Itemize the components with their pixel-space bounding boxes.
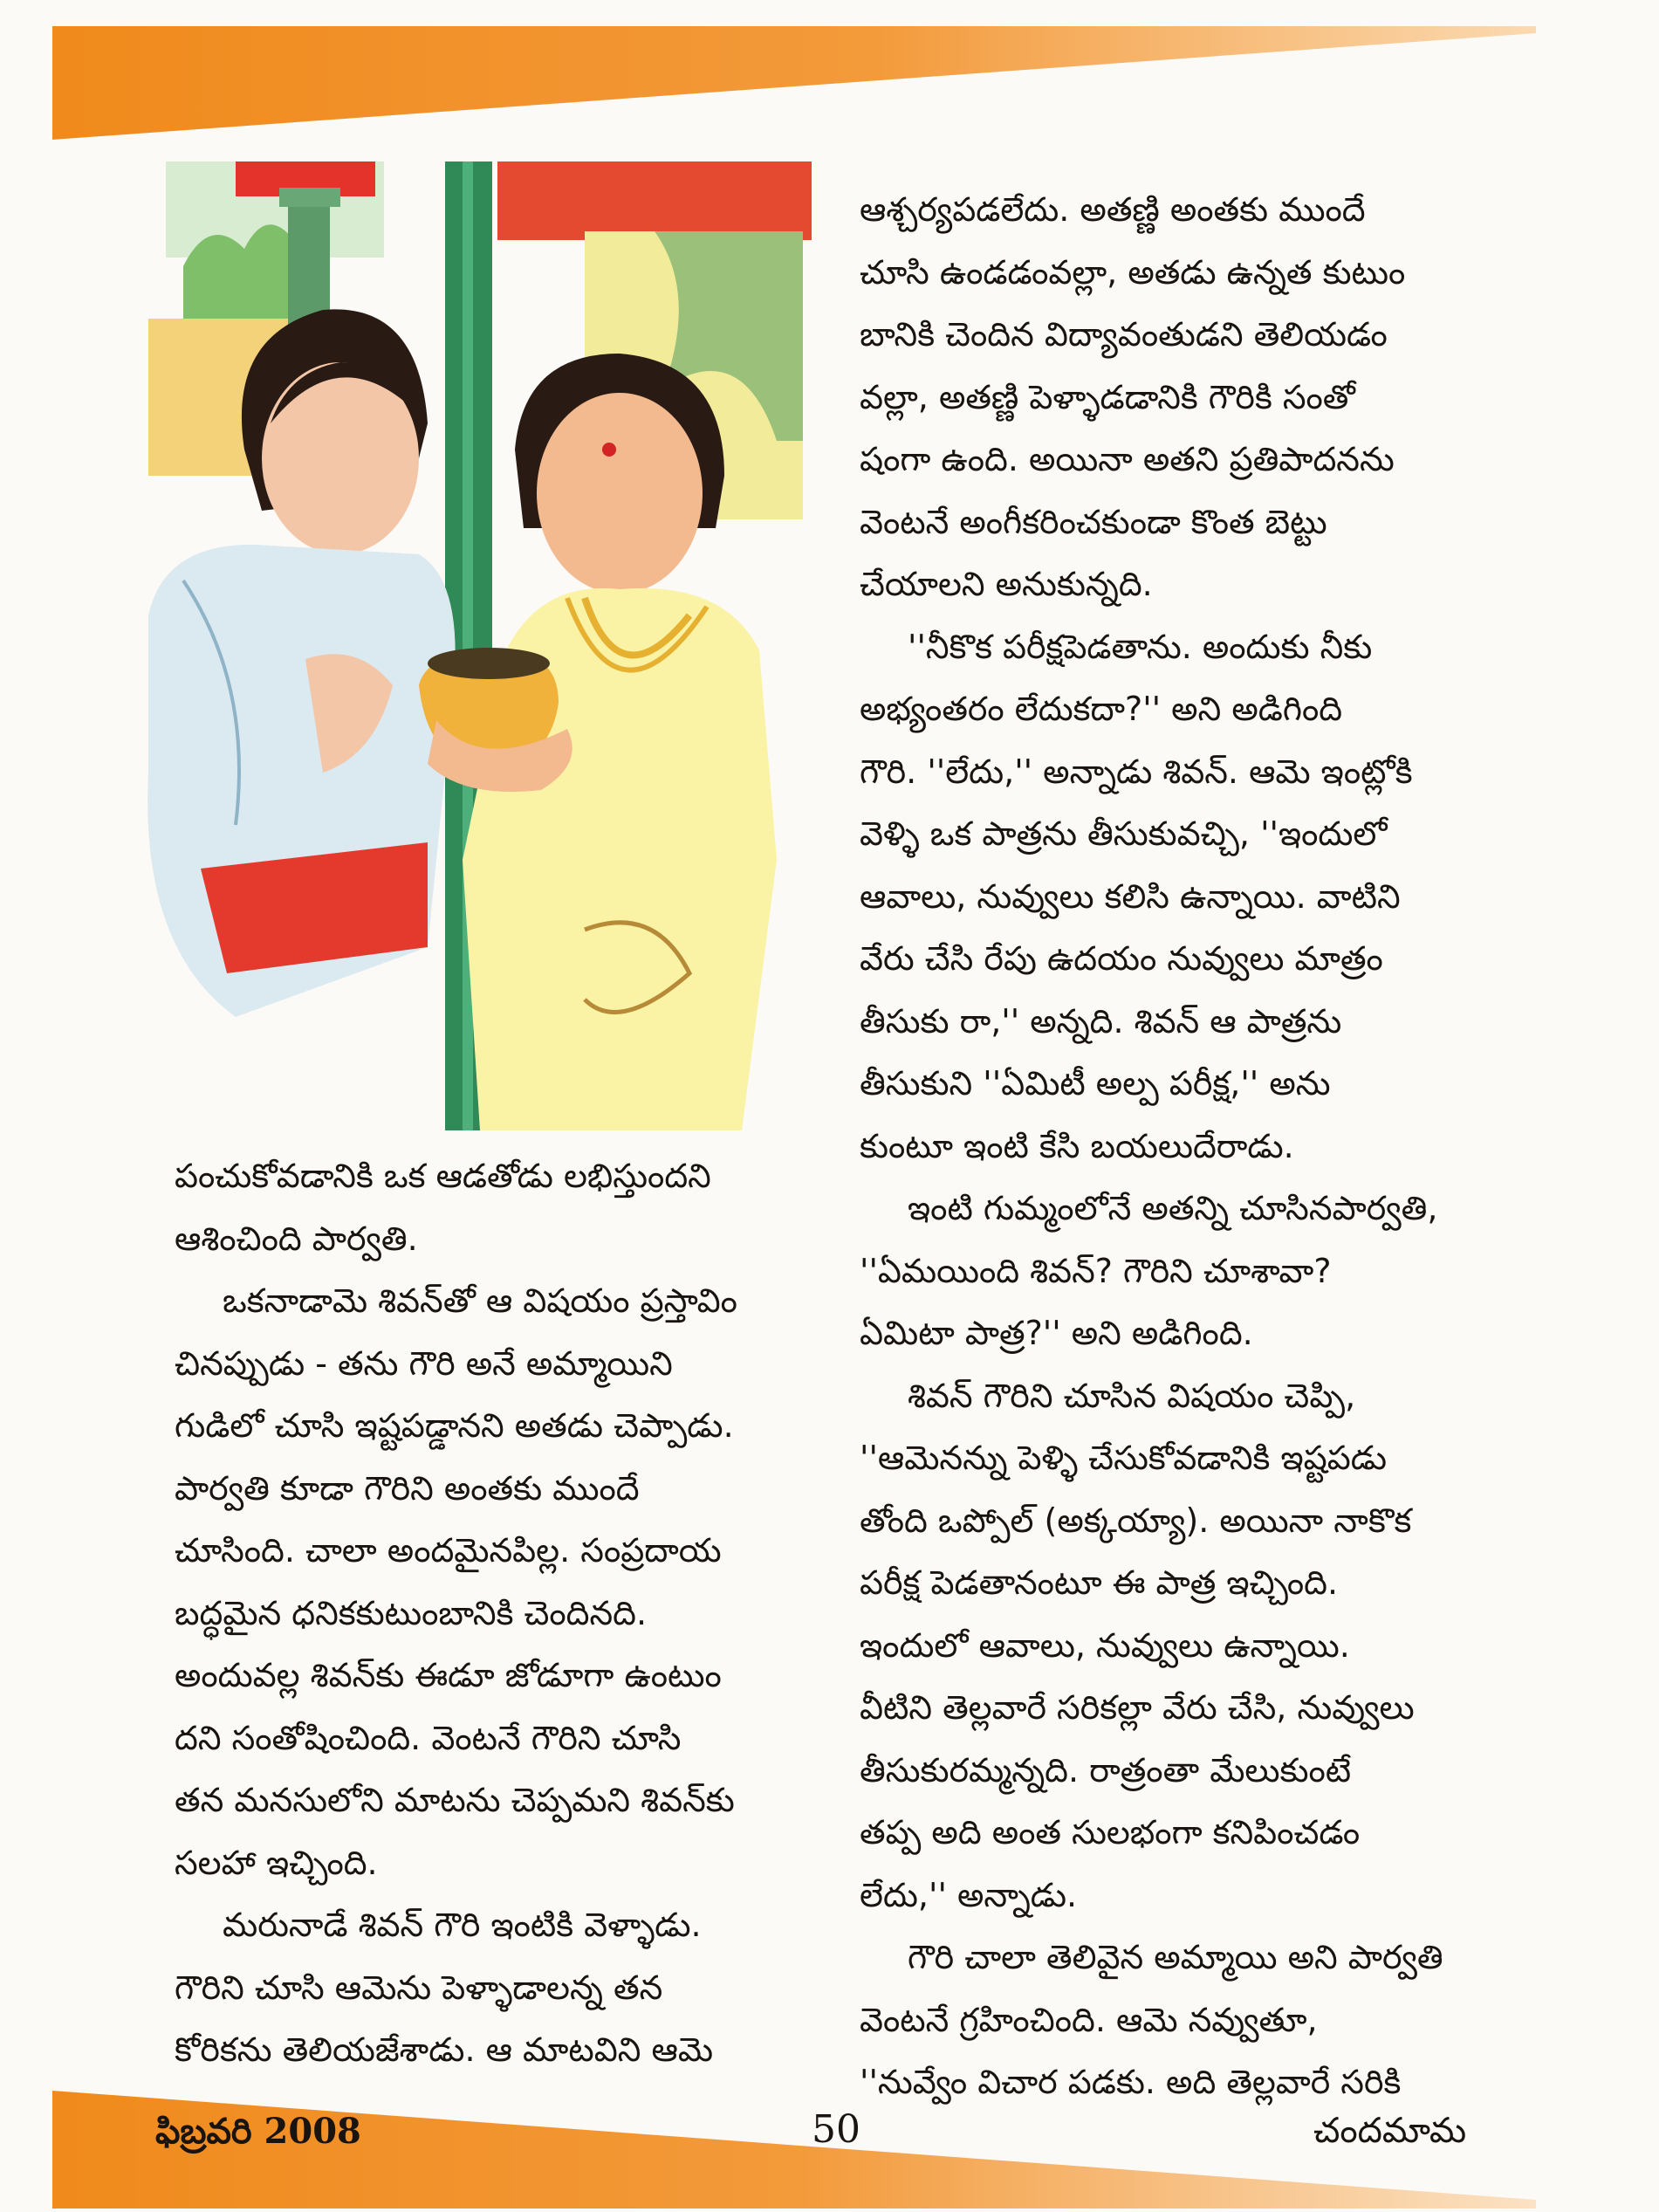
text-line: ''ఏమయింది శివన్? గౌరిని చూశావా? — [860, 1251, 1332, 1290]
text-line: తీసుకు రా,'' అన్నది. శివన్ ఆ పాత్రను — [860, 1001, 1342, 1041]
text-line: వెళ్ళి ఒక పాత్రను తీసుకువచ్చి, ''ఇందులో — [860, 814, 1388, 853]
footer-magazine-name: చందమామ — [1313, 2111, 1467, 2151]
text-line: తన మనసులోని మాటను చెప్పమని శివన్‌కు — [175, 1781, 735, 1819]
text-line: ఇందులో ఆవాలు, నువ్వులు ఉన్నాయి. — [860, 1625, 1350, 1665]
text-line: చూసింది. చాలా అందమైనపిల్ల. సంప్రదాయ — [175, 1531, 722, 1570]
text-line: దని సంతోషించింది. వెంటనే గౌరిని చూసి — [175, 1718, 682, 1757]
text-line: గౌరి. ''లేదు,'' అన్నాడు శివన్. ఆమె ఇంట్లోకి — [860, 752, 1413, 791]
paragraph — [175, 1270, 820, 1894]
text-line: వెంటనే గ్రహించింది. ఆమె నవ్వుతూ, — [860, 2000, 1318, 2039]
text-line: వెంటనే అంగీకరించకుండా కొంత బెట్టు — [860, 502, 1327, 541]
text-line: చినప్పుడు - తను గౌరి అనే అమ్మాయిని — [175, 1343, 673, 1383]
paragraph — [860, 1178, 1505, 1365]
text-line: పంచుకోవడానికి ఒక ఆడతోడు లభిస్తుందని — [175, 1157, 711, 1195]
text-line: బద్ధమైన ధనికకుటుంబానికి చెందినది. — [175, 1593, 648, 1632]
text-line: బానికి చెందిన విద్యావంతుడని తెలియడం — [860, 315, 1388, 354]
text-line: లేదు,'' అన్నాడు. — [860, 1875, 1078, 1914]
text-line: ఆవాలు, నువ్వులు కలిసి ఉన్నాయి. వాటిని — [860, 876, 1401, 916]
text-line: తోంది ఒప్పోల్ (అక్కయ్యా). అయినా నాకొక — [860, 1501, 1412, 1540]
text-line: ''నువ్వేం విచార పడకు. అది తెల్లవారే సరికి — [860, 2063, 1402, 2101]
text-line: ''ఆమెనన్ను పెళ్ళి చేసుకోవడానికి ఇష్టపడు — [860, 1439, 1388, 1477]
text-line: ''నీకొక పరీక్షపెడతాను. అందుకు నీకు — [908, 627, 1373, 666]
paragraph — [860, 1927, 1505, 2114]
text-line: వల్లా, అతణ్ణి పెళ్ళాడడానికి గౌరికి సంతో — [860, 377, 1355, 416]
paragraph — [175, 1894, 820, 2082]
paragraph — [175, 1145, 820, 1270]
text-line: ఏమిటా పాత్ర?'' అని అడిగింది. — [860, 1314, 1253, 1352]
text-line: షంగా ఉంది. అయినా అతని ప్రతిపాదనను — [860, 440, 1395, 478]
text-line: ఇంటి గుమ్మంలోనే అతన్ని చూసినపార్వతి, — [908, 1189, 1438, 1227]
text-line: పరీక్ష పెడతానంటూ ఈ పాత్ర ఇచ్చింది. — [860, 1563, 1339, 1602]
text-line: మరునాడే శివన్ గౌరి ఇంటికి వెళ్ళాడు. — [223, 1906, 702, 1944]
text-line: అభ్యంతరం లేదుకదా?'' అని అడిగింది — [860, 690, 1343, 728]
text-line: వేరు చేసి రేపు ఉదయం నువ్వులు మాత్రం — [860, 939, 1383, 978]
text-line: ఆశ్చర్యపడలేదు. అతణ్ణి అంతకు ముందే — [860, 190, 1366, 229]
footer-page-number: 50 — [812, 2107, 860, 2152]
text-line: ఒకనాడామె శివన్‌తో ఆ విషయం ప్రస్తావిం — [223, 1281, 737, 1320]
text-line: తీసుకుని ''ఏమిటీ అల్ప పరీక్ష,'' అను — [860, 1064, 1331, 1103]
story-illustration — [131, 161, 820, 1130]
text-line: ఆశించింది పార్వతి. — [175, 1219, 418, 1258]
text-line: సలహా ఇచ్చింది. — [175, 1843, 378, 1882]
text-line: కుంటూ ఇంటి కేసి బయలుదేరాడు. — [860, 1126, 1294, 1165]
text-line: గుడిలో చూసి ఇష్టపడ్డానని అతడు చెప్పాడు. — [175, 1406, 734, 1445]
text-line: తీసుకురమ్మన్నది. రాత్రంతా మేలుకుంటే — [860, 1750, 1352, 1790]
text-line: తప్ప అది అంత సులభంగా కనిపించడం — [860, 1813, 1361, 1851]
right-text-column — [860, 179, 1505, 2114]
text-line: అందువల్ల శివన్‌కు ఈడూ జోడూగా ఉంటుం — [175, 1656, 722, 1694]
text-line: గౌరి చాలా తెలివైన అమ్మాయి అని పార్వతి — [908, 1938, 1443, 1976]
text-line: కోరికను తెలియజేశాడు. ఆ మాటవిని ఆమె — [175, 2030, 714, 2069]
text-line: చేయాలని అనుకున్నది. — [860, 565, 1153, 603]
top-decorative-band — [52, 26, 1536, 140]
left-text-column — [175, 1145, 820, 2082]
text-line: గౌరిని చూసి ఆమెను పెళ్ళాడాలన్న తన — [175, 1968, 663, 2007]
text-line: వీటిని తెల్లవారే సరికల్లా వేరు చేసి, నువ్వులు — [860, 1688, 1415, 1727]
text-line: శివన్ గౌరిని చూసిన విషయం చెప్పి, — [908, 1376, 1356, 1415]
paragraph — [860, 1365, 1505, 1927]
footer-issue-date: ఫిబ్రవరి 2008 — [155, 2111, 361, 2152]
text-line: పార్వతి కూడా గౌరిని అంతకు ముందే — [175, 1468, 640, 1508]
text-line: చూసి ఉండడంవల్లా, అతడు ఉన్నత కుటుం — [860, 252, 1406, 292]
paragraph — [860, 179, 1505, 616]
paragraph — [860, 616, 1505, 1178]
